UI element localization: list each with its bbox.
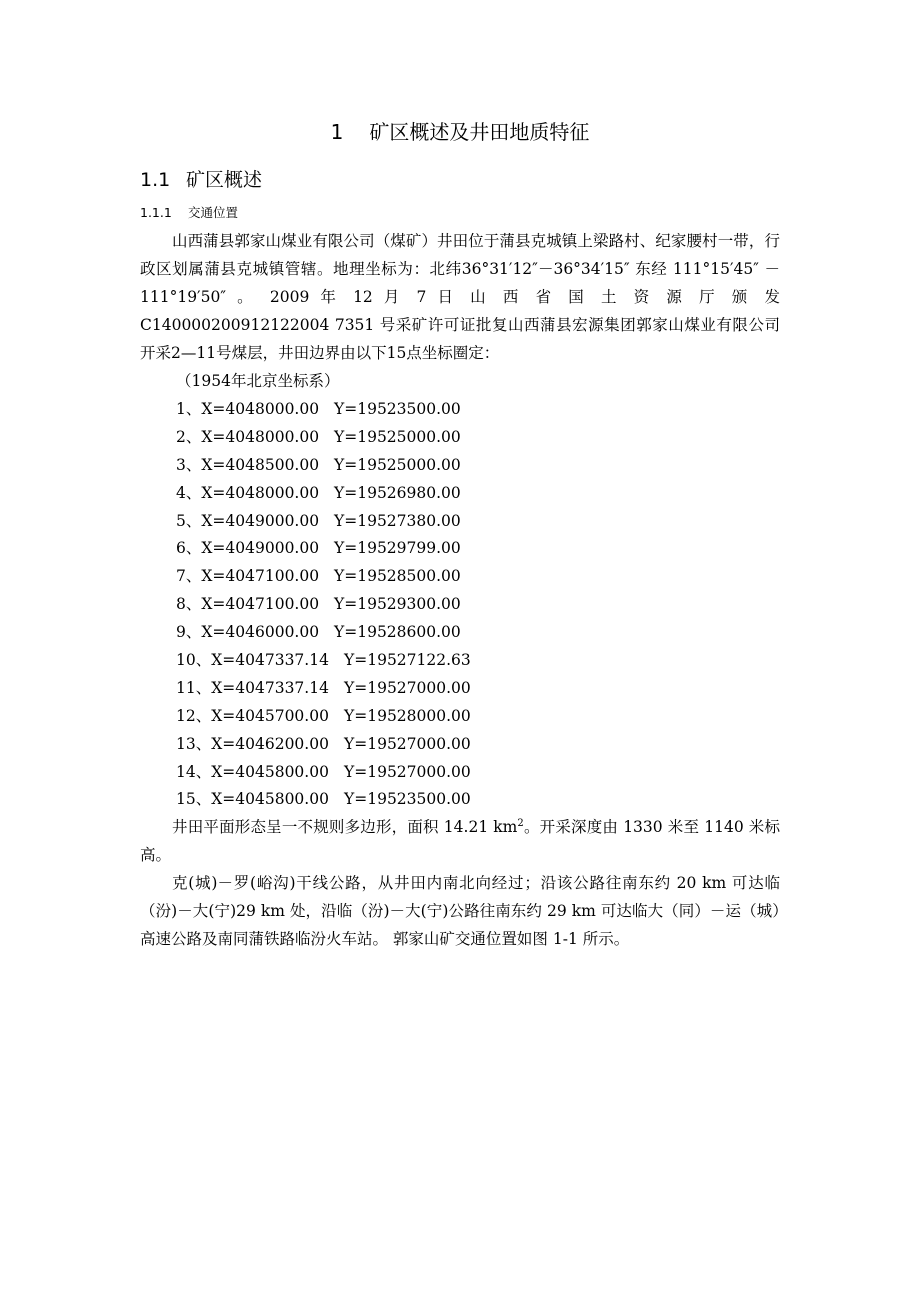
coordinate-row: [176, 703, 471, 731]
coordinate-index: 11、: [176, 678, 212, 697]
coordinate-x: X=4048000.00: [201, 427, 320, 446]
coordinate-x: X=4047100.00: [201, 567, 320, 586]
coordinate-row: [176, 675, 471, 703]
coordinate-y: Y=19527000.00: [344, 678, 471, 697]
chapter-title: 矿区概述及井田地质特征: [369, 120, 590, 144]
coordinate-index: 8、: [176, 595, 202, 614]
coordinate-system-label: （1954年北京坐标系）: [176, 372, 340, 390]
coordinate-index: 14、: [176, 762, 212, 781]
coordinate-y: Y=19526980.00: [334, 483, 461, 502]
section-heading: [140, 166, 262, 194]
coordinate-y: Y=19529799.00: [334, 539, 461, 558]
coordinate-list: [176, 396, 471, 814]
depth-text: 。开采深度由 1330 米至 1140 米标高。: [140, 818, 780, 864]
coordinate-x: X=4047337.14: [211, 678, 329, 697]
coordinate-x: X=4045700.00: [211, 706, 329, 725]
coordinate-x: X=4047100.00: [201, 595, 320, 614]
paragraph-transport: 克(城)－罗(峪沟)干线公路，从井田内南北向经过；沿该公路往南东约 20 km 可达临（汾)－大(宁)29 km 处，沿临（汾)－大(宁)公路往南东约 29 km 可达临大（同）－运（城）高速公路及南同蒲铁路临汾火车站。 郭家山矿交通位置如图 1-1 所示。: [140, 874, 780, 948]
coordinate-index: 9、: [176, 623, 202, 642]
coordinate-row: [176, 591, 461, 619]
coordinate-row: [176, 786, 471, 814]
coordinate-index: 15、: [176, 790, 212, 809]
coordinate-index: 3、: [176, 455, 202, 474]
coordinate-row: [176, 480, 461, 508]
coordinate-x: X=4045800.00: [211, 790, 329, 809]
coordinate-index: 2、: [176, 427, 202, 446]
coordinate-index: 12、: [176, 706, 212, 725]
subsection-heading: [140, 204, 238, 222]
subsection-number: 1.1.1: [140, 205, 172, 220]
coordinate-index: 10、: [176, 651, 212, 670]
chapter-heading: [0, 118, 920, 146]
coordinate-x: X=4048000.00: [201, 483, 320, 502]
coordinate-y: Y=19529300.00: [334, 595, 461, 614]
coordinate-row: [176, 619, 461, 647]
subsection-title: 交通位置: [188, 205, 239, 220]
paragraph-location: 山西蒲县郭家山煤业有限公司（煤矿）井田位于蒲县克城镇上梁路村、纪家腰村一带，行政区划属蒲县克城镇管辖。地理坐标为：北纬36°31′12″－36°34′15″ 东经 111°15′45″ － 111°19′50″ 。 2009 年 12 月 7 日 山 西 省 国 土 资 源 厅 颁 发 C140000200912122004 7351 号采矿许可证批复山西蒲县宏源集团郭家山煤业有限公司开采2—11号煤层，井田边界由以下15点坐标圈定：: [140, 232, 780, 362]
coordinate-x: X=4048500.00: [201, 455, 320, 474]
coordinate-y: Y=19528500.00: [334, 567, 461, 586]
paragraph-area: [140, 814, 780, 870]
coordinate-x: X=4049000.00: [201, 539, 320, 558]
coordinate-index: 1、: [176, 400, 202, 418]
coordinate-y: Y=19525000.00: [334, 455, 461, 474]
coordinate-row: [176, 424, 461, 452]
coordinate-row: [176, 535, 461, 563]
coordinate-y: Y=19523500.00: [344, 790, 471, 809]
coordinate-row: [176, 647, 471, 675]
coordinate-y: Y=19527380.00: [334, 511, 461, 530]
coordinate-row: [176, 563, 461, 591]
coordinate-index: 6、: [176, 539, 202, 558]
chapter-number: 1: [330, 120, 344, 144]
section-number: 1.1: [140, 169, 171, 191]
coordinate-x: X=4047337.14: [211, 651, 329, 670]
coordinate-x: X=4046200.00: [211, 734, 329, 753]
coordinate-y: Y=19527122.63: [344, 651, 471, 670]
coordinate-y: Y=19525000.00: [334, 427, 461, 446]
coordinate-index: 4、: [176, 483, 202, 502]
section-title: 矿区概述: [186, 169, 263, 191]
coordinate-index: 5、: [176, 511, 202, 530]
coordinate-y: Y=19528000.00: [344, 706, 471, 725]
coordinate-index: 7、: [176, 567, 202, 586]
coordinate-x: X=4048000.00: [201, 400, 320, 418]
coordinate-x: X=4046000.00: [201, 623, 320, 642]
coordinate-y: Y=19527000.00: [344, 762, 471, 781]
coordinate-index: 13、: [176, 734, 212, 753]
coordinate-row: [176, 508, 461, 536]
coordinate-y: Y=19523500.00: [334, 400, 461, 418]
coordinate-y: Y=19527000.00: [344, 734, 471, 753]
area-text: 井田平面形态呈一不规则多边形，面积 14.21 km: [172, 818, 518, 836]
coordinate-y: Y=19528600.00: [334, 623, 461, 642]
area-superscript: 2: [517, 817, 524, 829]
coordinate-row: [176, 731, 471, 759]
coordinate-x: X=4049000.00: [201, 511, 320, 530]
coordinate-row: [176, 452, 461, 480]
coordinate-x: X=4045800.00: [211, 762, 329, 781]
coordinate-row: [176, 396, 461, 424]
coordinate-row: [176, 759, 471, 787]
